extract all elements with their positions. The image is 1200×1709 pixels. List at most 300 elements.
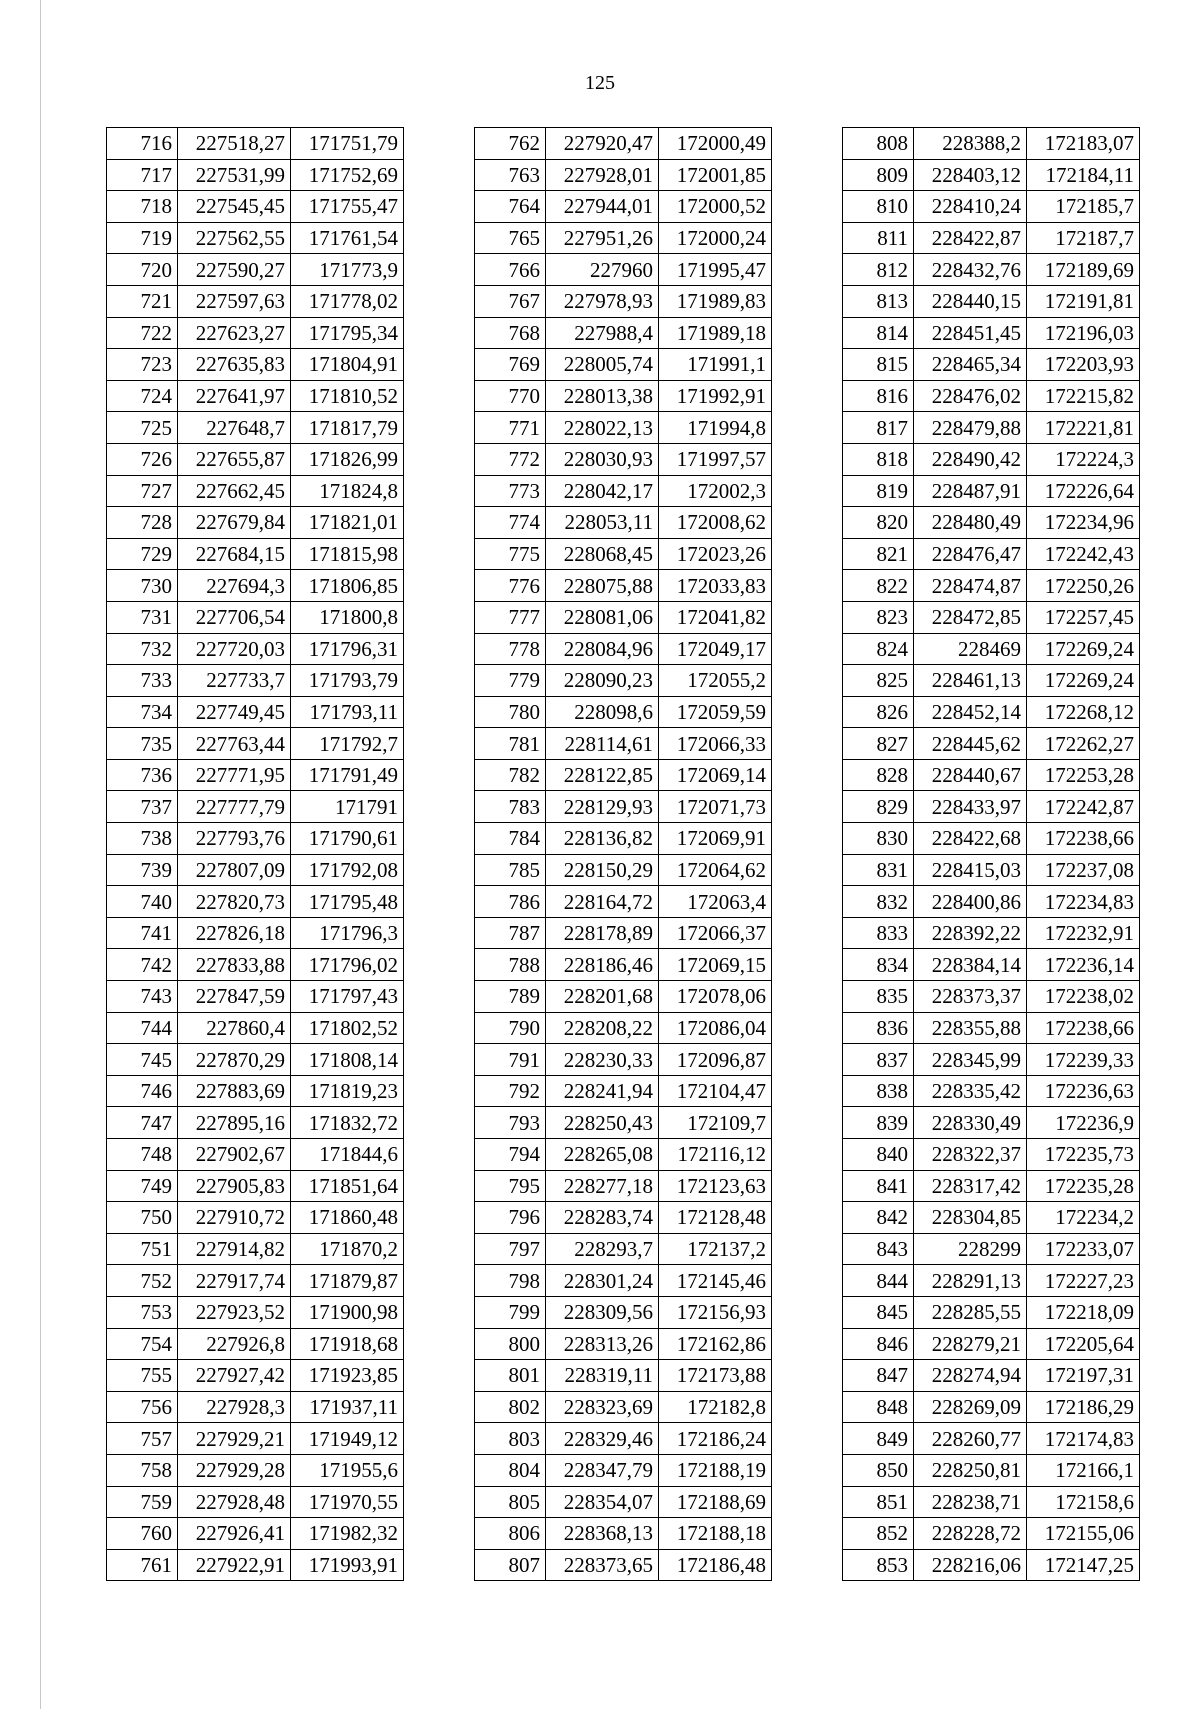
y-coordinate-cell: 171821,01: [291, 507, 404, 539]
point-number-cell: 738: [107, 823, 178, 855]
table-row: [843, 1518, 1140, 1550]
point-number-cell: 776: [475, 570, 546, 602]
y-coordinate-cell: 171824,8: [291, 475, 404, 507]
x-coordinate-cell: 228319,11: [546, 1360, 659, 1392]
y-coordinate-cell: 172221,81: [1027, 412, 1140, 444]
x-coordinate-cell: 228373,65: [546, 1549, 659, 1581]
point-number-cell: 827: [843, 728, 914, 760]
y-coordinate-cell: 172064,62: [659, 854, 772, 886]
point-number-cell: 823: [843, 601, 914, 633]
table-row: [107, 1075, 404, 1107]
table-row: [475, 1139, 772, 1171]
table-row: [475, 1075, 772, 1107]
x-coordinate-cell: 227922,91: [178, 1549, 291, 1581]
x-coordinate-cell: 228490,42: [914, 443, 1027, 475]
table-row: [475, 412, 772, 444]
table-row: [107, 507, 404, 539]
y-coordinate-cell: 171970,55: [291, 1486, 404, 1518]
point-number-cell: 733: [107, 665, 178, 697]
x-coordinate-cell: 227662,45: [178, 475, 291, 507]
table-row: [107, 1296, 404, 1328]
table-row: [107, 1486, 404, 1518]
coordinates-table-1: [106, 127, 404, 1581]
table-row: [843, 886, 1140, 918]
point-number-cell: 746: [107, 1075, 178, 1107]
y-coordinate-cell: 172147,25: [1027, 1549, 1140, 1581]
point-number-cell: 761: [107, 1549, 178, 1581]
x-coordinate-cell: 228469: [914, 633, 1027, 665]
table-row: [475, 443, 772, 475]
table-row: [843, 1328, 1140, 1360]
point-number-cell: 760: [107, 1518, 178, 1550]
x-coordinate-cell: 227733,7: [178, 665, 291, 697]
point-number-cell: 723: [107, 349, 178, 381]
y-coordinate-cell: 172116,12: [659, 1139, 772, 1171]
y-coordinate-cell: 171800,8: [291, 601, 404, 633]
point-number-cell: 803: [475, 1423, 546, 1455]
table-row: [107, 1233, 404, 1265]
x-coordinate-cell: 227960: [546, 254, 659, 286]
table-row: [107, 665, 404, 697]
x-coordinate-cell: 228114,61: [546, 728, 659, 760]
x-coordinate-cell: 227988,4: [546, 317, 659, 349]
y-coordinate-cell: 171955,6: [291, 1454, 404, 1486]
y-coordinate-cell: 171793,11: [291, 696, 404, 728]
y-coordinate-cell: 172078,06: [659, 981, 772, 1013]
table-row: [843, 1233, 1140, 1265]
table-row: [475, 1423, 772, 1455]
point-number-cell: 737: [107, 791, 178, 823]
x-coordinate-cell: 227923,52: [178, 1296, 291, 1328]
x-coordinate-cell: 227771,95: [178, 759, 291, 791]
x-coordinate-cell: 227926,41: [178, 1518, 291, 1550]
x-coordinate-cell: 228452,14: [914, 696, 1027, 728]
x-coordinate-cell: 228283,74: [546, 1202, 659, 1234]
x-coordinate-cell: 228260,77: [914, 1423, 1027, 1455]
y-coordinate-cell: 172257,45: [1027, 601, 1140, 633]
y-coordinate-cell: 172232,91: [1027, 917, 1140, 949]
y-coordinate-cell: 172237,08: [1027, 854, 1140, 886]
y-coordinate-cell: 172191,81: [1027, 285, 1140, 317]
y-coordinate-cell: 172188,18: [659, 1518, 772, 1550]
x-coordinate-cell: 228392,22: [914, 917, 1027, 949]
point-number-cell: 819: [843, 475, 914, 507]
point-number-cell: 843: [843, 1233, 914, 1265]
y-coordinate-cell: 171982,32: [291, 1518, 404, 1550]
x-coordinate-cell: 228201,68: [546, 981, 659, 1013]
table-row: [475, 1202, 772, 1234]
x-coordinate-cell: 228230,33: [546, 1044, 659, 1076]
table-row: [107, 1170, 404, 1202]
y-coordinate-cell: 172137,2: [659, 1233, 772, 1265]
y-coordinate-cell: 172069,14: [659, 759, 772, 791]
point-number-cell: 824: [843, 633, 914, 665]
x-coordinate-cell: 228136,82: [546, 823, 659, 855]
table-row: [475, 917, 772, 949]
x-coordinate-cell: 227807,09: [178, 854, 291, 886]
y-coordinate-cell: 171804,91: [291, 349, 404, 381]
table-row: [107, 823, 404, 855]
point-number-cell: 801: [475, 1360, 546, 1392]
x-coordinate-cell: 227910,72: [178, 1202, 291, 1234]
y-coordinate-cell: 171992,91: [659, 380, 772, 412]
point-number-cell: 837: [843, 1044, 914, 1076]
x-coordinate-cell: 228274,94: [914, 1360, 1027, 1392]
table-row: [843, 222, 1140, 254]
y-coordinate-cell: 172262,27: [1027, 728, 1140, 760]
table-row: [475, 1328, 772, 1360]
point-number-cell: 797: [475, 1233, 546, 1265]
x-coordinate-cell: 228400,86: [914, 886, 1027, 918]
point-number-cell: 735: [107, 728, 178, 760]
y-coordinate-cell: 172253,28: [1027, 759, 1140, 791]
x-coordinate-cell: 228164,72: [546, 886, 659, 918]
table-row: [107, 633, 404, 665]
x-coordinate-cell: 228388,2: [914, 128, 1027, 160]
y-coordinate-cell: 172063,4: [659, 886, 772, 918]
table-row: [843, 1296, 1140, 1328]
y-coordinate-cell: 171870,2: [291, 1233, 404, 1265]
x-coordinate-cell: 228433,97: [914, 791, 1027, 823]
point-number-cell: 725: [107, 412, 178, 444]
x-coordinate-cell: 227763,44: [178, 728, 291, 760]
x-coordinate-cell: 228285,55: [914, 1296, 1027, 1328]
x-coordinate-cell: 227929,21: [178, 1423, 291, 1455]
table-row: [843, 380, 1140, 412]
x-coordinate-cell: 228084,96: [546, 633, 659, 665]
y-coordinate-cell: 172205,64: [1027, 1328, 1140, 1360]
point-number-cell: 812: [843, 254, 914, 286]
y-coordinate-cell: 171791: [291, 791, 404, 823]
x-coordinate-cell: 228440,15: [914, 285, 1027, 317]
point-number-cell: 835: [843, 981, 914, 1013]
y-coordinate-cell: 171808,14: [291, 1044, 404, 1076]
table-row: [475, 854, 772, 886]
y-coordinate-cell: 171797,43: [291, 981, 404, 1013]
table-row: [843, 791, 1140, 823]
table-row: [843, 1486, 1140, 1518]
y-coordinate-cell: 172000,49: [659, 128, 772, 160]
point-number-cell: 851: [843, 1486, 914, 1518]
point-number-cell: 834: [843, 949, 914, 981]
table-row: [107, 380, 404, 412]
x-coordinate-cell: 227928,48: [178, 1486, 291, 1518]
point-number-cell: 758: [107, 1454, 178, 1486]
table-row: [475, 1233, 772, 1265]
x-coordinate-cell: 227895,16: [178, 1107, 291, 1139]
table-row: [475, 601, 772, 633]
point-number-cell: 751: [107, 1233, 178, 1265]
point-number-cell: 749: [107, 1170, 178, 1202]
y-coordinate-cell: 171989,18: [659, 317, 772, 349]
y-coordinate-cell: 171751,79: [291, 128, 404, 160]
point-number-cell: 818: [843, 443, 914, 475]
y-coordinate-cell: 171991,1: [659, 349, 772, 381]
table-row: [107, 1391, 404, 1423]
y-coordinate-cell: 172182,8: [659, 1391, 772, 1423]
point-number-cell: 821: [843, 538, 914, 570]
table-row: [843, 1044, 1140, 1076]
y-coordinate-cell: 171918,68: [291, 1328, 404, 1360]
y-coordinate-cell: 171851,64: [291, 1170, 404, 1202]
point-number-cell: 719: [107, 222, 178, 254]
y-coordinate-cell: 172234,2: [1027, 1202, 1140, 1234]
y-coordinate-cell: 172235,28: [1027, 1170, 1140, 1202]
y-coordinate-cell: 172187,7: [1027, 222, 1140, 254]
x-coordinate-cell: 228090,23: [546, 665, 659, 697]
y-coordinate-cell: 172233,07: [1027, 1233, 1140, 1265]
point-number-cell: 842: [843, 1202, 914, 1234]
y-coordinate-cell: 171923,85: [291, 1360, 404, 1392]
y-coordinate-cell: 171796,3: [291, 917, 404, 949]
table-row: [475, 1360, 772, 1392]
y-coordinate-cell: 172000,52: [659, 191, 772, 223]
point-number-cell: 785: [475, 854, 546, 886]
table-row: [843, 1391, 1140, 1423]
table-row: [843, 475, 1140, 507]
x-coordinate-cell: 227684,15: [178, 538, 291, 570]
x-coordinate-cell: 227749,45: [178, 696, 291, 728]
y-coordinate-cell: 172186,48: [659, 1549, 772, 1581]
table-row: [107, 128, 404, 160]
table-row: [107, 349, 404, 381]
y-coordinate-cell: 172250,26: [1027, 570, 1140, 602]
y-coordinate-cell: 172066,33: [659, 728, 772, 760]
y-coordinate-cell: 172123,63: [659, 1170, 772, 1202]
x-coordinate-cell: 228322,37: [914, 1139, 1027, 1171]
table-row: [843, 981, 1140, 1013]
y-coordinate-cell: 171817,79: [291, 412, 404, 444]
x-coordinate-cell: 228329,46: [546, 1423, 659, 1455]
x-coordinate-cell: 228480,49: [914, 507, 1027, 539]
y-coordinate-cell: 171900,98: [291, 1296, 404, 1328]
x-coordinate-cell: 227623,27: [178, 317, 291, 349]
point-number-cell: 808: [843, 128, 914, 160]
y-coordinate-cell: 171949,12: [291, 1423, 404, 1455]
table-row: [475, 1486, 772, 1518]
point-number-cell: 741: [107, 917, 178, 949]
table-row: [107, 443, 404, 475]
x-coordinate-cell: 228313,26: [546, 1328, 659, 1360]
table-row: [107, 1549, 404, 1581]
point-number-cell: 727: [107, 475, 178, 507]
y-coordinate-cell: 172218,09: [1027, 1296, 1140, 1328]
x-coordinate-cell: 228042,17: [546, 475, 659, 507]
x-coordinate-cell: 227679,84: [178, 507, 291, 539]
x-coordinate-cell: 227648,7: [178, 412, 291, 444]
x-coordinate-cell: 228445,62: [914, 728, 1027, 760]
table-row: [475, 981, 772, 1013]
x-coordinate-cell: 228309,56: [546, 1296, 659, 1328]
x-coordinate-cell: 227590,27: [178, 254, 291, 286]
point-number-cell: 717: [107, 159, 178, 191]
x-coordinate-cell: 228368,13: [546, 1518, 659, 1550]
point-number-cell: 847: [843, 1360, 914, 1392]
x-coordinate-cell: 228129,93: [546, 791, 659, 823]
table-row: [475, 823, 772, 855]
point-number-cell: 769: [475, 349, 546, 381]
y-coordinate-cell: 172155,06: [1027, 1518, 1140, 1550]
table-row: [843, 507, 1140, 539]
point-number-cell: 830: [843, 823, 914, 855]
table-row: [107, 1328, 404, 1360]
point-number-cell: 787: [475, 917, 546, 949]
x-coordinate-cell: 228208,22: [546, 1012, 659, 1044]
y-coordinate-cell: 172162,86: [659, 1328, 772, 1360]
point-number-cell: 764: [475, 191, 546, 223]
x-coordinate-cell: 228279,21: [914, 1328, 1027, 1360]
point-number-cell: 788: [475, 949, 546, 981]
x-coordinate-cell: 227833,88: [178, 949, 291, 981]
table-row: [107, 1202, 404, 1234]
y-coordinate-cell: 172184,11: [1027, 159, 1140, 191]
x-coordinate-cell: 227928,01: [546, 159, 659, 191]
y-coordinate-cell: 171815,98: [291, 538, 404, 570]
table-row: [843, 1360, 1140, 1392]
x-coordinate-cell: 227951,26: [546, 222, 659, 254]
x-coordinate-cell: 227793,76: [178, 823, 291, 855]
x-coordinate-cell: 227694,3: [178, 570, 291, 602]
x-coordinate-cell: 228384,14: [914, 949, 1027, 981]
y-coordinate-cell: 172174,83: [1027, 1423, 1140, 1455]
y-coordinate-cell: 171755,47: [291, 191, 404, 223]
y-coordinate-cell: 172183,07: [1027, 128, 1140, 160]
page-margin-line: [40, 0, 41, 1709]
table-row: [107, 1454, 404, 1486]
y-coordinate-cell: 171792,7: [291, 728, 404, 760]
table-row: [843, 254, 1140, 286]
point-number-cell: 838: [843, 1075, 914, 1107]
table-row: [475, 285, 772, 317]
table-row: [843, 1139, 1140, 1171]
table-row: [843, 823, 1140, 855]
y-coordinate-cell: 172238,66: [1027, 823, 1140, 855]
table-row: [107, 222, 404, 254]
table-row: [843, 1265, 1140, 1297]
y-coordinate-cell: 171790,61: [291, 823, 404, 855]
point-number-cell: 810: [843, 191, 914, 223]
point-number-cell: 721: [107, 285, 178, 317]
y-coordinate-cell: 172224,3: [1027, 443, 1140, 475]
point-number-cell: 800: [475, 1328, 546, 1360]
point-number-cell: 740: [107, 886, 178, 918]
table-row: [475, 949, 772, 981]
x-coordinate-cell: 228451,45: [914, 317, 1027, 349]
point-number-cell: 722: [107, 317, 178, 349]
table-row: [107, 886, 404, 918]
y-coordinate-cell: 172234,96: [1027, 507, 1140, 539]
x-coordinate-cell: 228330,49: [914, 1107, 1027, 1139]
x-coordinate-cell: 227926,8: [178, 1328, 291, 1360]
point-number-cell: 814: [843, 317, 914, 349]
point-number-cell: 813: [843, 285, 914, 317]
table-row: [107, 917, 404, 949]
y-coordinate-cell: 171993,91: [291, 1549, 404, 1581]
point-number-cell: 846: [843, 1328, 914, 1360]
table-row: [107, 1518, 404, 1550]
table-row: [475, 538, 772, 570]
x-coordinate-cell: 228030,93: [546, 443, 659, 475]
x-coordinate-cell: 227518,27: [178, 128, 291, 160]
table-row: [107, 285, 404, 317]
x-coordinate-cell: 227545,45: [178, 191, 291, 223]
x-coordinate-cell: 228487,91: [914, 475, 1027, 507]
table-row: [107, 1423, 404, 1455]
x-coordinate-cell: 227883,69: [178, 1075, 291, 1107]
x-coordinate-cell: 228461,13: [914, 665, 1027, 697]
point-number-cell: 731: [107, 601, 178, 633]
point-number-cell: 771: [475, 412, 546, 444]
point-number-cell: 826: [843, 696, 914, 728]
point-number-cell: 757: [107, 1423, 178, 1455]
x-coordinate-cell: 228335,42: [914, 1075, 1027, 1107]
point-number-cell: 817: [843, 412, 914, 444]
x-coordinate-cell: 227720,03: [178, 633, 291, 665]
x-coordinate-cell: 228250,81: [914, 1454, 1027, 1486]
y-coordinate-cell: 172109,7: [659, 1107, 772, 1139]
table-row: [843, 665, 1140, 697]
point-number-cell: 805: [475, 1486, 546, 1518]
point-number-cell: 720: [107, 254, 178, 286]
table-row: [475, 791, 772, 823]
y-coordinate-cell: 171997,57: [659, 443, 772, 475]
y-coordinate-cell: 171806,85: [291, 570, 404, 602]
x-coordinate-cell: 227641,97: [178, 380, 291, 412]
table-row: [843, 1549, 1140, 1581]
table-row: [107, 854, 404, 886]
point-number-cell: 743: [107, 981, 178, 1013]
x-coordinate-cell: 228323,69: [546, 1391, 659, 1423]
point-number-cell: 754: [107, 1328, 178, 1360]
x-coordinate-cell: 228304,85: [914, 1202, 1027, 1234]
y-coordinate-cell: 172071,73: [659, 791, 772, 823]
x-coordinate-cell: 227870,29: [178, 1044, 291, 1076]
table-row: [107, 728, 404, 760]
table-row: [475, 570, 772, 602]
x-coordinate-cell: 228347,79: [546, 1454, 659, 1486]
table-row: [475, 349, 772, 381]
x-coordinate-cell: 228005,74: [546, 349, 659, 381]
x-coordinate-cell: 227655,87: [178, 443, 291, 475]
x-coordinate-cell: 228186,46: [546, 949, 659, 981]
table-row: [475, 507, 772, 539]
x-coordinate-cell: 227914,82: [178, 1233, 291, 1265]
point-number-cell: 792: [475, 1075, 546, 1107]
x-coordinate-cell: 227635,83: [178, 349, 291, 381]
y-coordinate-cell: 172239,33: [1027, 1044, 1140, 1076]
point-number-cell: 774: [475, 507, 546, 539]
point-number-cell: 791: [475, 1044, 546, 1076]
table-row: [475, 1107, 772, 1139]
x-coordinate-cell: 228345,99: [914, 1044, 1027, 1076]
y-coordinate-cell: 172226,64: [1027, 475, 1140, 507]
table-row: [107, 570, 404, 602]
y-coordinate-cell: 171796,02: [291, 949, 404, 981]
y-coordinate-cell: 171810,52: [291, 380, 404, 412]
point-number-cell: 832: [843, 886, 914, 918]
x-coordinate-cell: 227706,54: [178, 601, 291, 633]
x-coordinate-cell: 228022,13: [546, 412, 659, 444]
x-coordinate-cell: 227978,93: [546, 285, 659, 317]
y-coordinate-cell: 172173,88: [659, 1360, 772, 1392]
y-coordinate-cell: 172059,59: [659, 696, 772, 728]
y-coordinate-cell: 171752,69: [291, 159, 404, 191]
x-coordinate-cell: 227929,28: [178, 1454, 291, 1486]
y-coordinate-cell: 172066,37: [659, 917, 772, 949]
point-number-cell: 744: [107, 1012, 178, 1044]
x-coordinate-cell: 228265,08: [546, 1139, 659, 1171]
table-row: [475, 759, 772, 791]
